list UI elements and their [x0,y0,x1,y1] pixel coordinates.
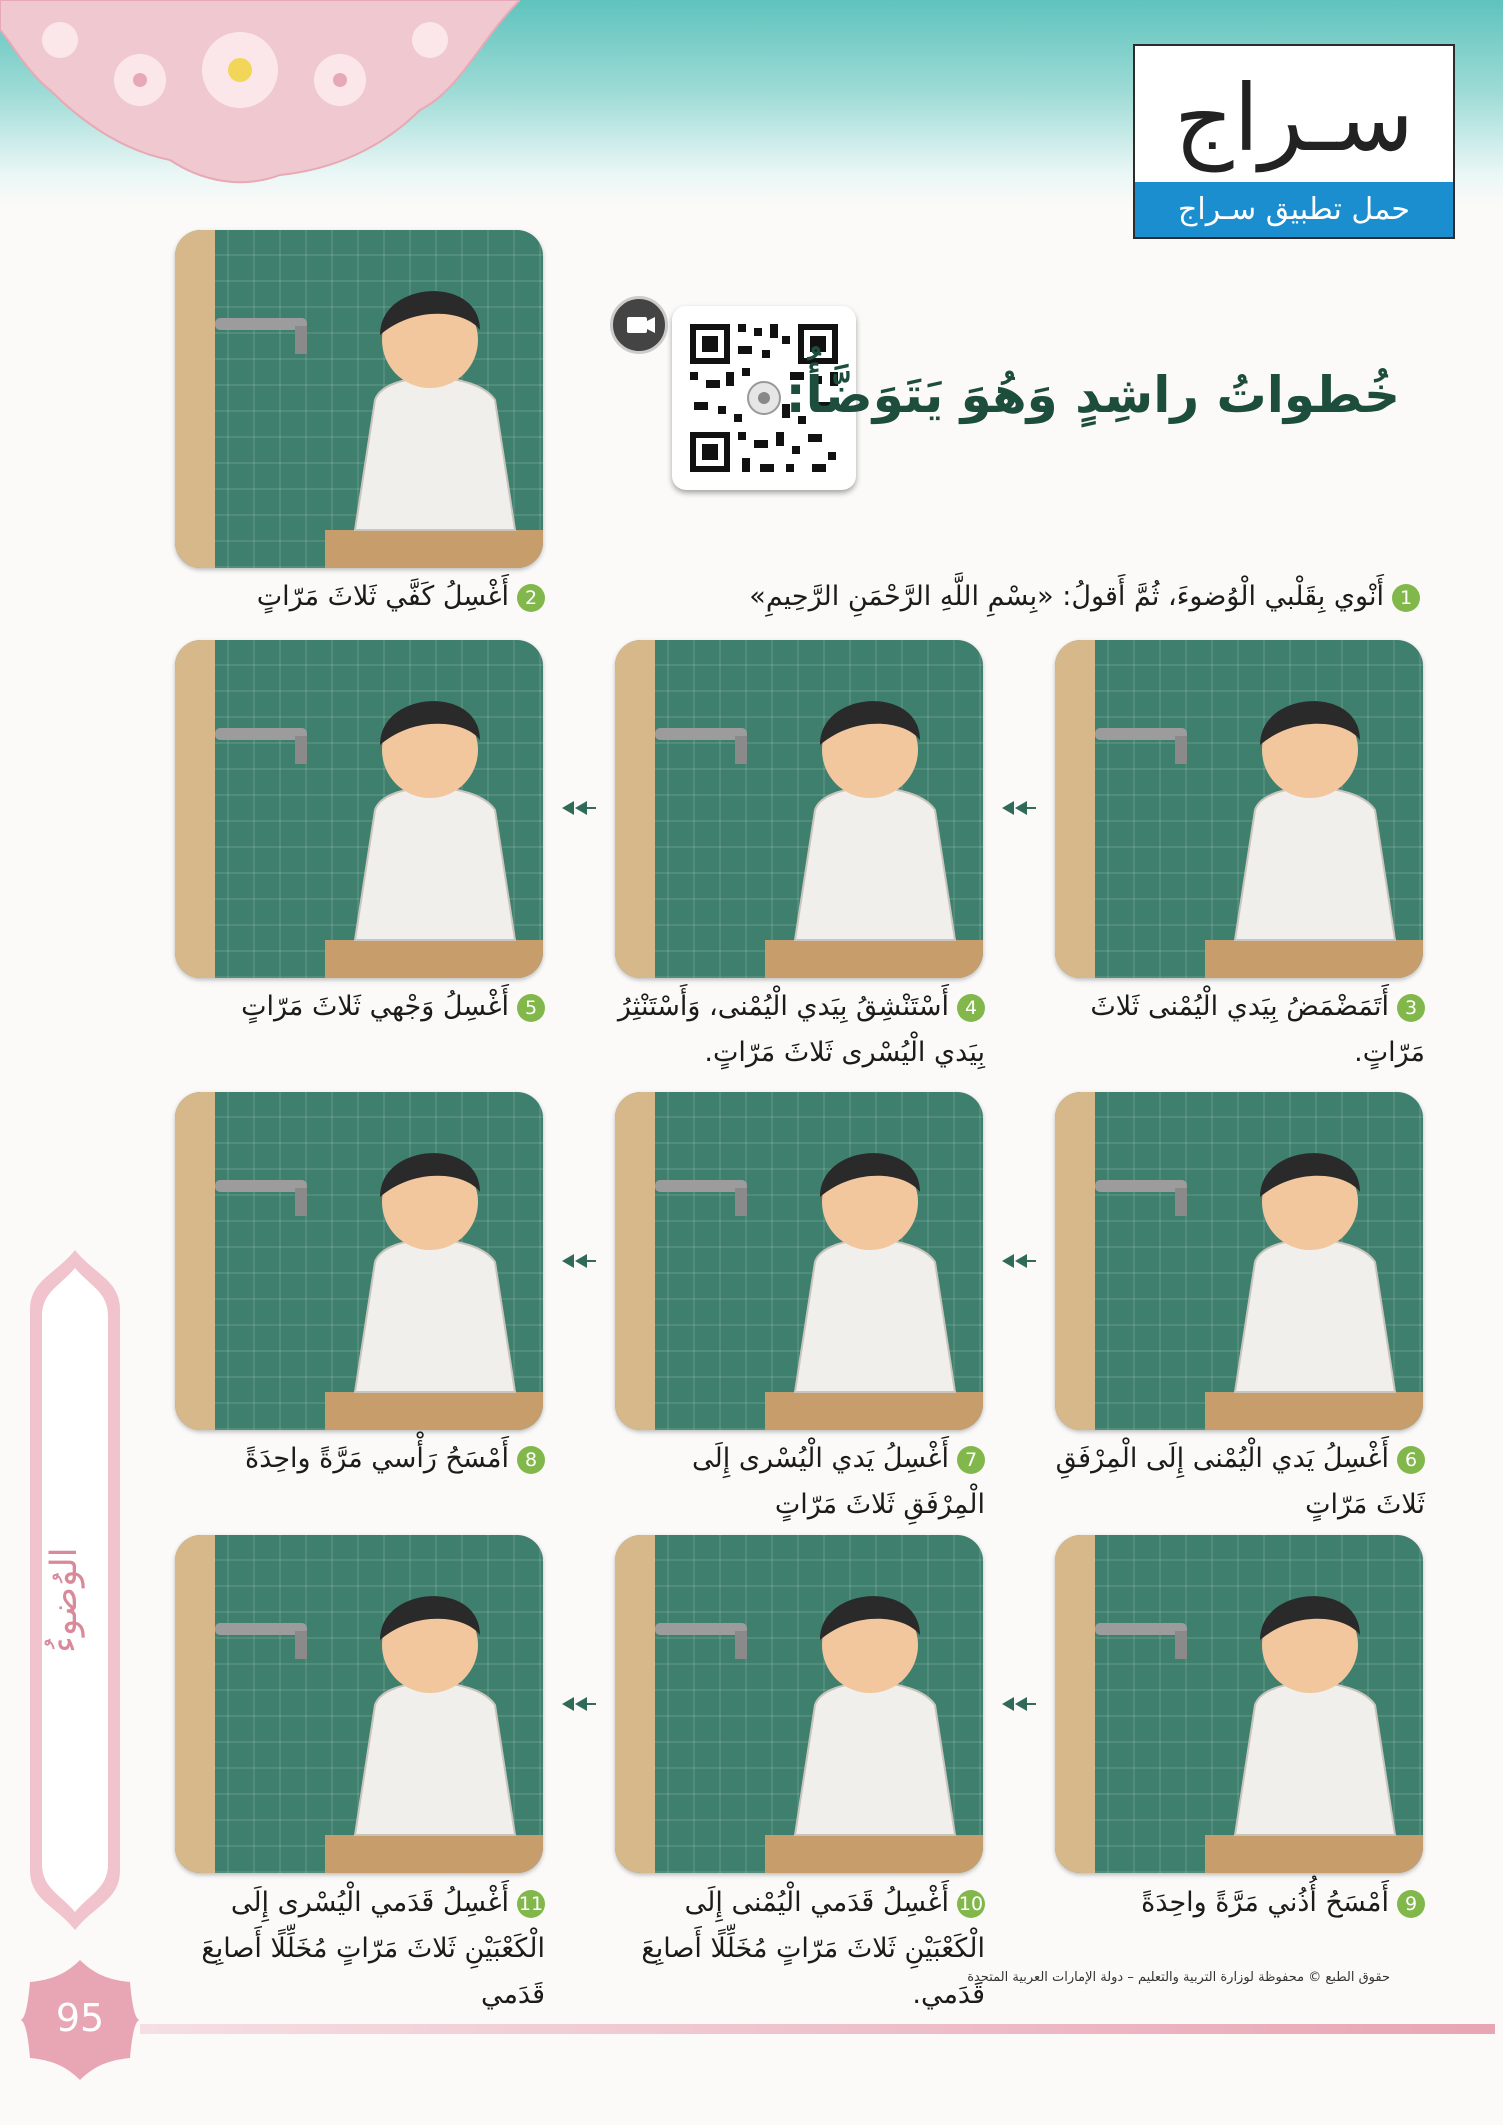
seat [325,1835,543,1873]
faucet-spout [295,736,307,764]
faucet-spout [735,1188,747,1216]
faucet-spout [295,1188,307,1216]
floral-ornament [0,0,520,205]
wall-pillar [175,640,215,978]
arrow-left-icon [1002,801,1036,815]
panel-scene [615,640,983,978]
intro-text: أَنْوي بِقَلْبي الْوُضوءَ، ثُمَّ أَقولُ: «بِسْمِ اللَّهِ الرَّحْمَنِ الرَّحِيمِ» [749,581,1384,612]
faucet-icon [655,1180,747,1192]
intro-caption [620,574,1420,620]
faucet-spout [1175,736,1187,764]
figure-body [355,378,515,531]
seat [325,1392,543,1430]
seat [765,1392,983,1430]
illustration-panel-step-9 [1055,1535,1423,1873]
illustration-panel-step-10 [615,1535,983,1873]
arrow-left-icon [1002,1697,1036,1711]
panel-scene [615,1092,983,1430]
seat [325,530,543,568]
faucet-icon [215,1180,307,1192]
figure-body [1235,1683,1395,1836]
figure-body [355,1240,515,1393]
step-9-caption [1045,1880,1425,1926]
panel-scene [615,1535,983,1873]
step-9-text: أَمْسَحُ أُذُني مَرَّةً واحِدَةً [1141,1887,1389,1918]
wall-pillar [175,1535,215,1873]
faucet-icon [655,1623,747,1635]
arrow-left-icon [562,1697,596,1711]
panel-scene [175,1535,543,1873]
side-tab-label: الوُضوءُ [44,1547,85,1653]
faucet-spout [295,326,307,354]
faucet-spout [1175,1188,1187,1216]
faucet-spout [295,1631,307,1659]
panel-scene [175,640,543,978]
step-8-caption [165,1436,545,1482]
seat [1205,1392,1423,1430]
panel-scene [1055,640,1423,978]
wall-pillar [615,1092,655,1430]
faucet-spout [735,736,747,764]
panel-scene [1055,1092,1423,1430]
seat [765,1835,983,1873]
arrow-left-icon [562,801,596,815]
faucet-icon [1095,728,1187,740]
step-9-number: 9 [1397,1890,1425,1918]
wall-pillar [1055,1092,1095,1430]
seat [1205,940,1423,978]
panel-scene [175,230,543,568]
page-number: 95 [55,1996,105,2040]
illustration-panel-step-5 [175,640,543,978]
step-4-caption [605,984,985,1076]
illustration-panel-step-11 [175,1535,543,1873]
panel-scene [175,1092,543,1430]
faucet-icon [215,1623,307,1635]
step-3-text: أَتَمَضْمَضُ بِيَدي الْيُمْنى ثَلاثَ مَرّاتٍ. [1090,991,1425,1068]
step-5-number: 5 [517,994,545,1022]
illustration-panel-step-7 [615,1092,983,1430]
illustration-panel-step-3 [1055,640,1423,978]
brand-tagline[interactable]: حمل تطبيق سـراج [1135,182,1453,237]
figure-body [795,1683,955,1836]
faucet-icon [215,318,307,330]
illustration-panel-step-8 [175,1092,543,1430]
step-11-caption [165,1880,545,2018]
copyright-notice: حقوق الطبع © محفوظة لوزارة التربية والتعليم – دولة الإمارات العربية المتحدة [967,1970,1390,1985]
siraj-brand-box [1133,44,1455,239]
step-8-number: 8 [517,1446,545,1474]
wall-pillar [175,1092,215,1430]
faucet-spout [1175,1631,1187,1659]
video-camera-icon[interactable] [610,296,668,354]
step-7-number: 7 [957,1446,985,1474]
wall-pillar [615,640,655,978]
faucet-icon [655,728,747,740]
figure-body [795,788,955,941]
page-heading: خُطواتُ راشِدٍ وَهُوَ يَتَوَضَّأُ: [785,366,1400,424]
step-2-text: أَغْسِلُ كَفَّي ثَلاثَ مَرّاتٍ [256,581,509,612]
figure-body [1235,788,1395,941]
step-7-caption [605,1436,985,1528]
step-10-text: أَغْسِلُ قَدَمي الْيُمْنى إِلَى الْكَعْبَيْنِ ثَلاثَ مَرّاتٍ مُخَلِّلًا أَصابِعَ قَدَمي. [641,1887,985,2010]
faucet-icon [1095,1623,1187,1635]
wall-pillar [1055,1535,1095,1873]
faucet-icon [1095,1180,1187,1192]
figure-body [355,788,515,941]
figure-body [795,1240,955,1393]
figure-body [1235,1240,1395,1393]
step-3-number: 3 [1397,994,1425,1022]
step-11-number: 11 [517,1890,545,1918]
step-7-text: أَغْسِلُ يَدي الْيُسْرى إِلَى الْمِرْفَقِ ثَلاثَ مَرّاتٍ [692,1443,985,1520]
step-8-text: أَمْسَحُ رَأْسي مَرَّةً واحِدَةً [245,1443,509,1474]
seat [765,940,983,978]
step-10-number: 10 [957,1890,985,1918]
step-5-text: أَغْسِلُ وَجْهي ثَلاثَ مَرّاتٍ [241,991,509,1022]
faucet-spout [735,1631,747,1659]
step-3-caption [1045,984,1425,1076]
illustration-panel-step-2 [175,230,543,568]
step-5-caption [165,984,545,1030]
step-6-number: 6 [1397,1446,1425,1474]
step-6-text: أَغْسِلُ يَدي الْيُمْنى إِلَى الْمِرْفَقِ ثَلاثَ مَرّاتٍ [1055,1443,1425,1520]
seat [325,940,543,978]
bottom-rule [140,2024,1495,2034]
step-11-text: أَغْسِلُ قَدَمي الْيُسْرى إِلَى الْكَعْبَيْنِ ثَلاثَ مَرّاتٍ مُخَلِّلًا أَصابِعَ قَدَمي [201,1887,545,2010]
step-4-text: أَسْتَنْشِقُ بِيَدي الْيُمْنى، وَأَسْتَنْثِرُ بِيَدي الْيُسْرى ثَلاثَ مَرّاتٍ. [617,991,985,1068]
wall-pillar [175,230,215,568]
faucet-icon [215,728,307,740]
brand-name: سـراج [1174,65,1414,172]
step-6-caption [1045,1436,1425,1528]
intro-number: 1 [1392,584,1420,612]
step-4-number: 4 [957,994,985,1022]
illustration-panel-step-6 [1055,1092,1423,1430]
step-10-caption [605,1880,985,2018]
illustration-panel-step-4 [615,640,983,978]
seat [1205,1835,1423,1873]
panel-scene [1055,1535,1423,1873]
step-2-number: 2 [517,584,545,612]
wall-pillar [615,1535,655,1873]
arrow-left-icon [1002,1254,1036,1268]
figure-body [355,1683,515,1836]
step-2-caption [165,574,545,620]
arrow-left-icon [562,1254,596,1268]
wall-pillar [1055,640,1095,978]
